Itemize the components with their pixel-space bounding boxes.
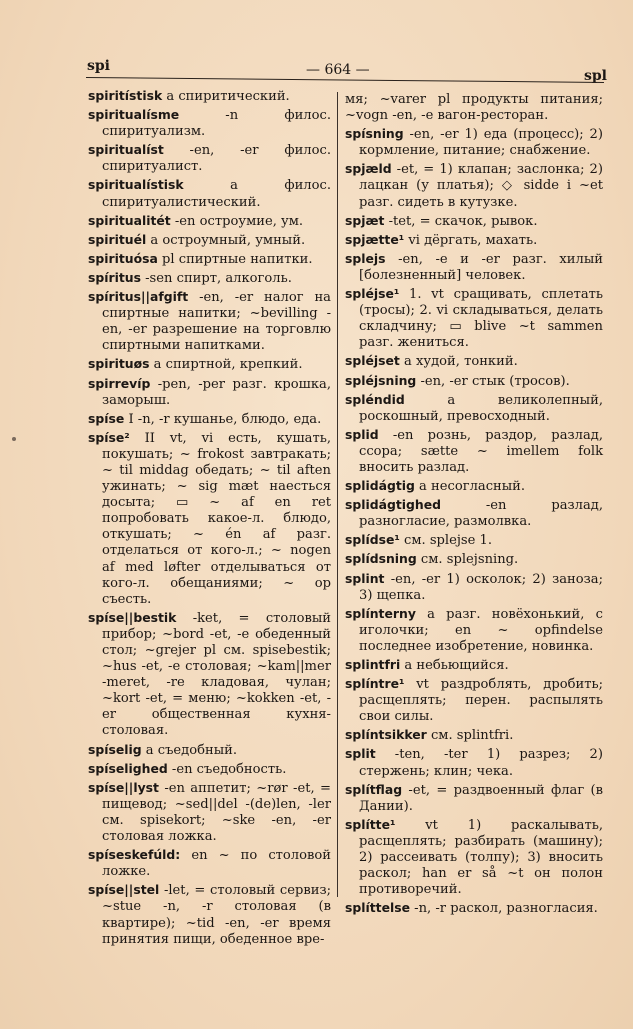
dictionary-entry bbox=[345, 353, 603, 370]
dictionary-entry bbox=[88, 251, 331, 268]
headword: splíntsikker bbox=[345, 727, 427, 743]
headword: splid bbox=[345, 426, 379, 442]
headword: splítte¹ bbox=[345, 816, 396, 832]
dictionary-entry bbox=[88, 376, 331, 409]
dictionary-entry bbox=[345, 817, 603, 898]
definition: -et, = 1) клапан; заслонка; 2) лацкан (у платья); ◇ sidde i ~et разг. сидеть в кутузке. bbox=[359, 162, 603, 210]
definition: a разг. новёхонький, с иголочки; en ~ opfindelse последнее изобретение, новинка. bbox=[359, 606, 603, 654]
dictionary-entry bbox=[345, 126, 603, 159]
dictionary-entry bbox=[345, 900, 603, 917]
dictionary-entry bbox=[88, 430, 331, 608]
dictionary-entry bbox=[88, 88, 331, 105]
definition: a худой, тонкий. bbox=[399, 354, 518, 370]
dictionary-entry bbox=[345, 392, 603, 425]
running-head-left: spi bbox=[87, 58, 110, 74]
dictionary-entry bbox=[345, 532, 603, 549]
headword: splint bbox=[345, 570, 385, 586]
headword: splídsning bbox=[345, 551, 417, 567]
dictionary-entry bbox=[88, 847, 331, 880]
dictionary-entry bbox=[88, 882, 331, 947]
definition: -n, -r раскол, разногласия. bbox=[410, 901, 598, 917]
dictionary-entry bbox=[345, 782, 603, 815]
definition: a спиритический. bbox=[162, 89, 290, 104]
definition: -en рознь, раздор, разлад, ссора; sætte ~ imellem folk вносить разлад. bbox=[359, 427, 603, 475]
headword: spiritualíst bbox=[88, 142, 164, 158]
dictionary-entry bbox=[88, 411, 331, 428]
continued-entry: мя; ~varer pl продукты питания; ~vogn -en, -e вагон-ресторан. bbox=[345, 92, 603, 124]
definition: -ket, = столовый прибор; ~bord -et, -e обеденный стол; ~grejer pl см. spisebestik; ~hus -et, -e столовая; ~kam||mer -meret, -re кладовая, чулан; ~kort -et, = меню; ~kokken -et, -er общественная кухня-столовая. bbox=[102, 610, 331, 739]
headword: spíse||bestik bbox=[88, 609, 177, 625]
definition: en ~ по столовой ложке. bbox=[102, 848, 331, 880]
page-number: — 664 — bbox=[306, 62, 370, 78]
dictionary-entry bbox=[88, 610, 331, 740]
definition: -en остроумие, ум. bbox=[170, 213, 304, 229]
definition: см. splejsning. bbox=[416, 552, 519, 568]
dictionary-entry bbox=[345, 232, 603, 249]
definition: I -n, -r кушанье, блюдо, еда. bbox=[124, 411, 322, 427]
headword: spíse||lyst bbox=[88, 779, 159, 795]
dictionary-entry bbox=[345, 478, 603, 495]
dictionary-entry bbox=[345, 497, 603, 530]
running-head-right: spl bbox=[584, 68, 607, 84]
headword: spíselighed bbox=[88, 760, 168, 776]
headword: splíntre¹ bbox=[345, 676, 405, 692]
definition: -ten, -ter 1) разрез; 2) стержень; клин; чека. bbox=[359, 747, 603, 779]
headword: spíritus bbox=[88, 269, 141, 285]
headword: spirituósa bbox=[88, 250, 158, 266]
definition: -en разлад, разногласие, размолвка. bbox=[359, 498, 603, 530]
definition: -sen спирт, алкоголь. bbox=[140, 270, 292, 286]
headword: splídse¹ bbox=[345, 532, 400, 548]
dictionary-entry bbox=[88, 780, 331, 845]
headword: spjæld bbox=[345, 161, 392, 177]
headword: spiritualitét bbox=[88, 212, 171, 228]
headword: spirituél bbox=[88, 231, 147, 247]
dictionary-entry bbox=[88, 177, 331, 210]
headword: spiritualísme bbox=[88, 107, 180, 123]
dictionary-entry bbox=[345, 427, 603, 476]
headword: spléndid bbox=[345, 391, 405, 407]
dictionary-entry bbox=[345, 727, 603, 744]
definition: 1. vt сращивать, сплетать (тросы); 2. vi складываться, делать складчину; ▭ blive ~t sammen разг. жениться. bbox=[359, 287, 603, 351]
definition: -en, -er 1) еда (процесс); 2) кормление, питание; снабжение. bbox=[359, 127, 603, 159]
definition: -en, -er налог на спиртные напитки; ~bevilling -en, -er разрешение на торговлю спиртными напитками. bbox=[102, 290, 331, 354]
definition: -en съедобность. bbox=[167, 761, 287, 777]
headword: spíse||stel bbox=[88, 882, 160, 898]
headword: splíttelse bbox=[345, 900, 411, 916]
dictionary-entry bbox=[88, 232, 331, 249]
headword: spjæt bbox=[345, 212, 385, 228]
dictionary-entry bbox=[345, 676, 603, 725]
definition: pl спиртные напитки. bbox=[157, 251, 313, 267]
headword: splidágtig bbox=[345, 478, 415, 494]
dictionary-entry bbox=[88, 142, 331, 175]
definition: -let, = столовый сервиз; ~stue -n, -r столовая (в квартире); ~tid -en, -er время принятия пищи, обеденное вре- bbox=[102, 883, 331, 947]
definition: vt 1) раскалывать, расщеплять; разбирать (машину); 2) рассеивать (толпу); 3) вносить раскол; han er så ~t он полон противоречий. bbox=[359, 817, 603, 898]
definition: см. splejse 1. bbox=[399, 533, 493, 549]
dictionary-entry bbox=[345, 746, 603, 779]
headword: spirrevíp bbox=[88, 375, 151, 391]
headword: spísning bbox=[345, 126, 404, 142]
headword: spíritus||afgift bbox=[88, 289, 189, 305]
definition: vi дёргать, махать. bbox=[404, 232, 538, 248]
headword: splintfri bbox=[345, 657, 401, 672]
dictionary-entry bbox=[345, 251, 603, 284]
headword: spíse bbox=[88, 410, 125, 426]
definition: -n филос. спиритуализм. bbox=[102, 108, 331, 140]
headword: spíselig bbox=[88, 741, 142, 757]
headword: split bbox=[345, 746, 376, 762]
headword: spiritístisk bbox=[88, 88, 163, 103]
headword: splidágtighed bbox=[345, 497, 441, 513]
dictionary-entry bbox=[88, 356, 331, 373]
headword: spléjsning bbox=[345, 372, 417, 388]
definition: a спиртной, крепкий. bbox=[149, 357, 303, 373]
definition: -pen, -per разг. крошка, заморыш. bbox=[102, 376, 331, 408]
definition: -en, -er стык (тросов). bbox=[416, 373, 570, 389]
definition: a остроумный, умный. bbox=[146, 232, 306, 248]
dictionary-entry bbox=[345, 657, 603, 674]
dictionary-entry bbox=[88, 289, 331, 354]
dictionary-entry bbox=[345, 161, 603, 210]
dictionary-entry bbox=[88, 107, 331, 140]
dictionary-entry bbox=[345, 373, 603, 390]
headword: spléjse¹ bbox=[345, 286, 400, 302]
dictionary-entry bbox=[345, 551, 603, 568]
headword: splítflag bbox=[345, 781, 403, 797]
headword: spiritualístisk bbox=[88, 177, 184, 193]
dictionary-entry bbox=[88, 270, 331, 287]
definition: -en, -e и -er разг. хилый [болезненный] человек. bbox=[359, 251, 603, 283]
dictionary-entry bbox=[88, 742, 331, 759]
headword: spléjset bbox=[345, 353, 400, 369]
definition: -en, -er 1) осколок; 2) заноза; 3) щепка. bbox=[359, 571, 603, 603]
headword: spjætte¹ bbox=[345, 231, 405, 247]
column-divider bbox=[337, 92, 338, 897]
dictionary-entry bbox=[345, 571, 603, 604]
headword: spirituøs bbox=[88, 356, 150, 372]
headword: splejs bbox=[345, 250, 386, 266]
definition: II vt, vi есть, кушать, покушать; ~ frokost завтракать; ~ til middag обедать; ~ til aften ужинать; ~ sig mæt наесться досыта; ▭ ~ af en ret попробовать какое-л. блюдо, откушать; ~ én af разг. отделаться от кого-л.; ~ nogen af med løfter отделываться от кого-л. обещаниями; ~ op съесть. bbox=[102, 430, 331, 607]
definition: a великолепный, роскошный, превосходный. bbox=[359, 392, 603, 424]
definition: a небьющийся. bbox=[400, 658, 509, 673]
right-column bbox=[345, 92, 603, 919]
definition: a несогласный. bbox=[414, 479, 526, 495]
definition: -et, = раздвоенный флаг (в Дании). bbox=[359, 782, 603, 814]
dictionary-entry bbox=[345, 606, 603, 655]
left-column bbox=[88, 88, 331, 950]
punch-mark bbox=[12, 437, 16, 441]
headword: spíseskefúld: bbox=[88, 847, 181, 863]
definition: -en аппетит; ~rør -et, = пищевод; ~sed||del -(de)len, -ler см. spisekort; ~ske -en, -er столовая ложка. bbox=[102, 780, 331, 845]
definition: a филос. спиритуалистический. bbox=[102, 178, 331, 210]
dictionary-entry bbox=[88, 213, 331, 230]
dictionary-entry bbox=[345, 213, 603, 230]
definition: -en, -er филос. спиритуалист. bbox=[102, 143, 331, 175]
dictionary-entry bbox=[345, 286, 603, 351]
definition: -tet, = скачок, рывок. bbox=[384, 213, 538, 229]
headword: spíse² bbox=[88, 429, 130, 445]
definition: см. splintfri. bbox=[426, 728, 514, 744]
dictionary-entry bbox=[88, 761, 331, 778]
definition: vt раздроблять, дробить; расщеплять; перен. распылять свои силы. bbox=[359, 677, 603, 725]
definition: a съедобный. bbox=[141, 742, 238, 758]
headword: splínterny bbox=[345, 605, 416, 621]
